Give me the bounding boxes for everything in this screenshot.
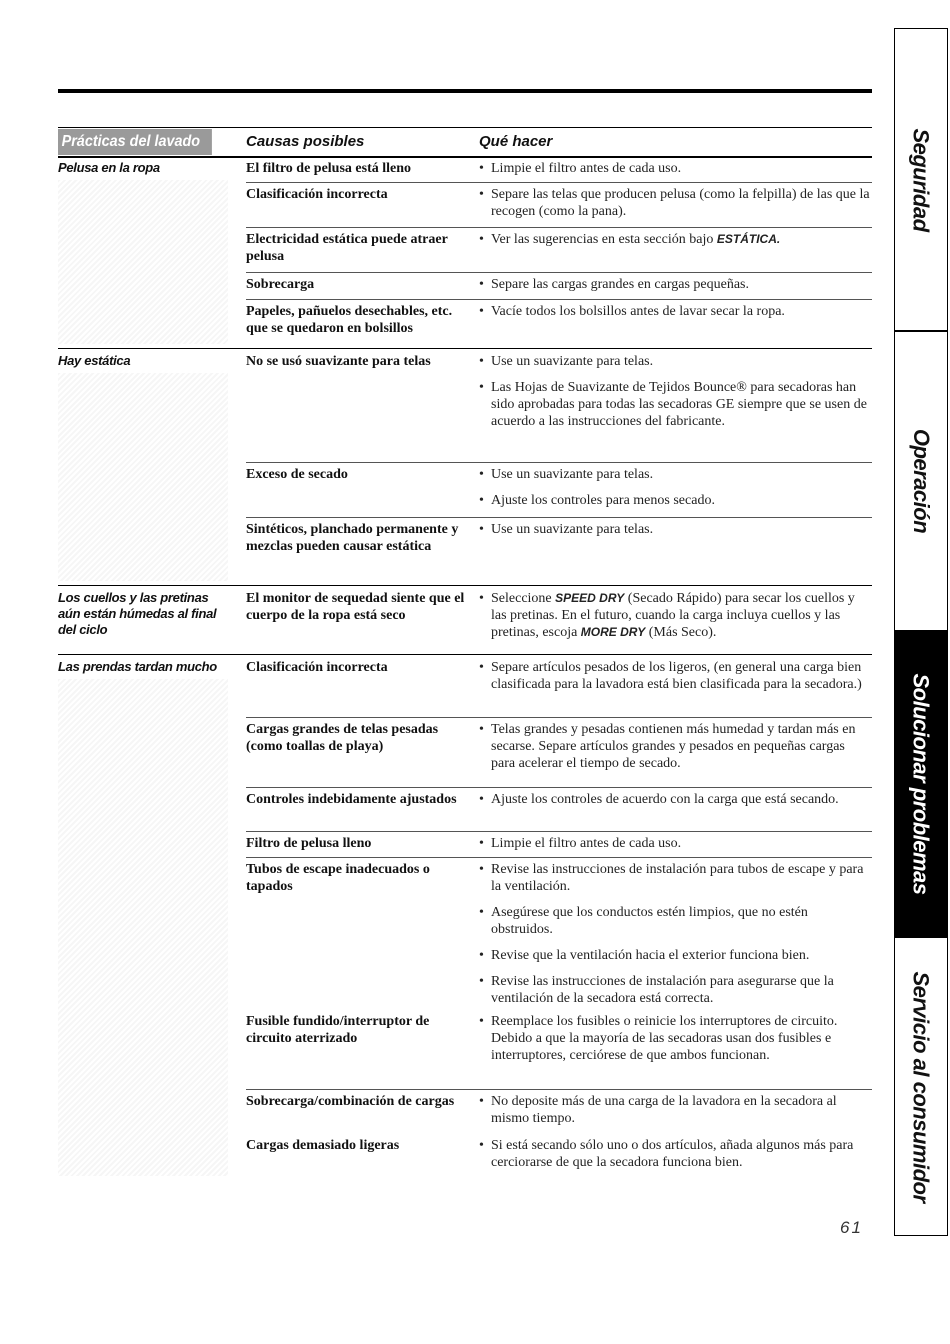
section-label: Las prendas tardan mucho bbox=[58, 659, 217, 674]
page-number: 61 bbox=[840, 1218, 863, 1237]
cause: Fusible fundido/interruptor de circuito aterrizado bbox=[246, 1014, 430, 1046]
table-row bbox=[246, 462, 872, 518]
header-que-hacer: Qué hacer bbox=[479, 133, 553, 150]
table-row bbox=[246, 156, 872, 183]
solutions bbox=[479, 466, 872, 518]
solution-item: • Separe artículos pesados de los ligeros, (en general una carga bien clasificada para la lavadora está bien clasificada para la secadora.) bbox=[479, 659, 872, 693]
solutions bbox=[479, 231, 872, 257]
table-row bbox=[246, 272, 872, 300]
section-cuellos bbox=[58, 586, 872, 655]
table-row bbox=[246, 655, 872, 718]
header-practicas: Prácticas del lavado bbox=[58, 129, 212, 155]
cause: Controles indebidamente ajustados bbox=[246, 792, 457, 807]
section-tardan bbox=[58, 655, 872, 1180]
solution-item: • Ajuste los controles para menos secado. bbox=[479, 492, 872, 509]
section-shading bbox=[58, 679, 228, 1176]
cause: Papeles, pañuelos desechables, etc. que se quedaron en bolsillos bbox=[246, 304, 453, 336]
solution-item: • Telas grandes y pesadas contienen más humedad y tardan más en secarse. Separe artículos grandes y pesados en pequeñas cargas para acelerar el tiempo de secado. bbox=[479, 721, 872, 772]
solution-item: • Limpie el filtro antes de cada uso. bbox=[479, 160, 872, 177]
table-row bbox=[246, 586, 872, 654]
cause: El monitor de sequedad siente que el cuerpo de la ropa está seco bbox=[246, 591, 465, 623]
cause: Cargas grandes de telas pesadas (como toallas de playa) bbox=[246, 722, 439, 754]
solution-item: • Use un suavizante para telas. bbox=[479, 466, 872, 483]
solution-item: • Separe las cargas grandes en cargas pequeñas. bbox=[479, 276, 872, 293]
solutions bbox=[479, 521, 872, 547]
table-row bbox=[246, 1133, 872, 1180]
solution-item: • Asegúrese que los conductos estén limpios, que no estén obstruidos. bbox=[479, 904, 872, 938]
cause: Tubos de escape inadecuados o tapados bbox=[246, 862, 430, 894]
tab-label: Solucionar problemas bbox=[909, 673, 934, 895]
table-header bbox=[58, 127, 872, 158]
solutions bbox=[479, 791, 872, 817]
section-estatica bbox=[58, 349, 872, 586]
table-row bbox=[246, 182, 872, 228]
table-row bbox=[246, 857, 872, 1009]
solution-item: • Revise las instrucciones de instalación para asegurarse que la ventilación de la secadora está correcta. bbox=[479, 973, 872, 1007]
solution-item: • Limpie el filtro antes de cada uso. bbox=[479, 835, 872, 852]
solutions bbox=[479, 1093, 872, 1136]
solution-item: • Use un suavizante para telas. bbox=[479, 353, 872, 370]
tab-solucionar-problemas[interactable] bbox=[895, 632, 947, 938]
solution-item: • Revise las instrucciones de instalación para tubos de escape y para la ventilación. bbox=[479, 861, 872, 895]
table-row bbox=[246, 517, 872, 585]
solutions bbox=[479, 1013, 872, 1073]
cause: Exceso de secado bbox=[246, 467, 348, 482]
solutions bbox=[479, 1137, 872, 1180]
solution-item: • Ajuste los controles de acuerdo con la carga que está secando. bbox=[479, 791, 872, 808]
section-label: Los cuellos y las pretinas aún están húmedas al final del ciclo bbox=[58, 590, 217, 637]
solutions bbox=[479, 303, 872, 329]
tab-operacion[interactable] bbox=[895, 332, 947, 632]
solutions bbox=[479, 659, 872, 702]
cause: Sobrecarga bbox=[246, 277, 315, 292]
cause: Sobrecarga/combinación de cargas bbox=[246, 1094, 455, 1109]
solution-item: • Vacíe todos los bolsillos antes de lavar secar la ropa. bbox=[479, 303, 872, 320]
table-row bbox=[246, 787, 872, 832]
emphasized-term: MORE DRY bbox=[580, 625, 646, 639]
table-row bbox=[246, 299, 872, 348]
solutions bbox=[479, 721, 872, 781]
solution-item: • Seleccione SPEED DRY (Secado Rápido) para secar los cuellos y las pretinas. En el futuro, cuando la carga incluya cuellos y las pretinas, escoja MORE DRY (Más Seco). bbox=[479, 590, 872, 641]
solution-item: • Ver las sugerencias en esta sección bajo ESTÁTICA. bbox=[479, 231, 872, 248]
solution-item: • Separe las telas que producen pelusa (como la felpilla) de las que la recogen (como la pana). bbox=[479, 186, 872, 220]
solutions bbox=[479, 353, 872, 439]
tab-label: Operación bbox=[909, 428, 934, 534]
section-shading bbox=[58, 180, 228, 344]
cause: Filtro de pelusa lleno bbox=[246, 836, 372, 851]
cause: Sintéticos, planchado permanente y mezclas pueden causar estática bbox=[246, 522, 459, 554]
tab-label: Seguridad bbox=[909, 127, 935, 232]
table-row bbox=[246, 1089, 872, 1133]
emphasized-term: SPEED DRY bbox=[555, 591, 625, 605]
cause: Clasificación incorrecta bbox=[246, 660, 388, 675]
section-shading bbox=[58, 373, 228, 581]
solutions bbox=[479, 861, 872, 1016]
cause: El filtro de pelusa está lleno bbox=[246, 161, 412, 176]
solutions bbox=[479, 590, 872, 650]
section-pelusa bbox=[58, 156, 872, 349]
solution-item: • Las Hojas de Suavizante de Tejidos Bounce® para secadoras han sido aprobadas para todas las secadoras GE siempre que se usen de acuerdo a las instrucciones del fabricante. bbox=[479, 379, 872, 430]
table-row bbox=[246, 227, 872, 273]
cause: Clasificación incorrecta bbox=[246, 187, 388, 202]
table-row bbox=[246, 1009, 872, 1090]
solution-item: • No deposite más de una carga de la lavadora en la secadora al mismo tiempo. bbox=[479, 1093, 872, 1127]
solution-item: • Revise que la ventilación hacia el exterior funciona bien. bbox=[479, 947, 872, 964]
cause: Cargas demasiado ligeras bbox=[246, 1138, 400, 1153]
tab-label: Servicio al consumidor bbox=[909, 970, 935, 1203]
tab-servicio-al-consumidor[interactable] bbox=[895, 938, 947, 1235]
table-row bbox=[246, 717, 872, 788]
header-causas: Causas posibles bbox=[246, 133, 365, 150]
solution-item: • Si está secando sólo uno o dos artículos, añada algunos más para cerciorarse de que la secadora funciona bien. bbox=[479, 1137, 872, 1171]
solution-item: • Reemplace los fusibles o reinicie los interruptores de circuito. Debido a que la mayoría de las secadoras usan dos fusibles e interruptores, cerciórese de que ambos funcionan. bbox=[479, 1013, 872, 1064]
tab-seguridad[interactable] bbox=[895, 29, 947, 332]
cause: No se usó suavizante para telas bbox=[246, 354, 431, 369]
cause: Electricidad estática puede atraer pelusa bbox=[246, 232, 448, 264]
table-row bbox=[246, 349, 872, 463]
section-label: Pelusa en la ropa bbox=[58, 160, 160, 175]
emphasized-term: ESTÁTICA. bbox=[716, 232, 781, 246]
solutions bbox=[479, 186, 872, 229]
section-tabs bbox=[894, 28, 948, 1236]
top-rule bbox=[58, 89, 872, 93]
table-row bbox=[246, 831, 872, 858]
solution-item: • Use un suavizante para telas. bbox=[479, 521, 872, 538]
section-label: Hay estática bbox=[58, 353, 131, 368]
